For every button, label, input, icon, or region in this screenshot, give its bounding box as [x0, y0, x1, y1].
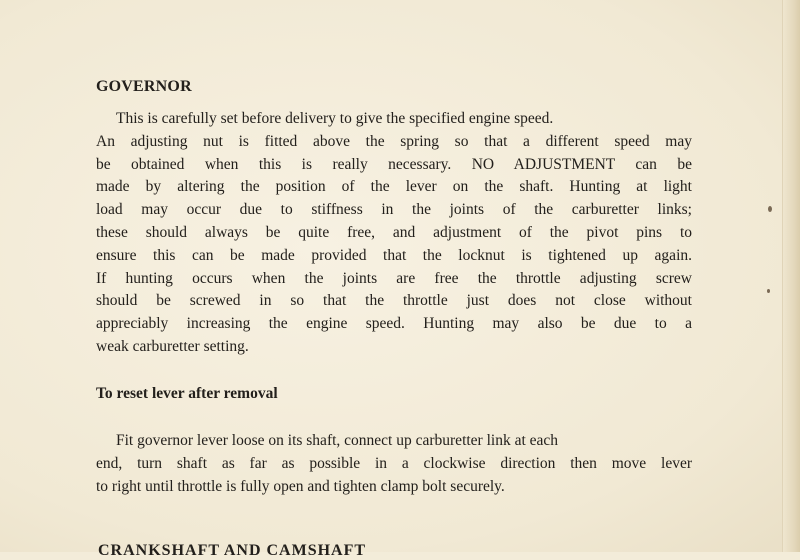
text-line: be obtained when this is really necessary. NO ADJUSTMENT can be [96, 155, 692, 173]
section-heading-crankshaft-camshaft: CRANKSHAFT AND CAMSHAFT [98, 542, 367, 559]
reset-lever-paragraph [96, 430, 692, 498]
text-line: to right until throttle is fully open and tighten clamp bolt securely. [96, 477, 505, 495]
text-line: end, turn shaft as far as possible in a clockwise direction then move lever [96, 454, 692, 472]
text-line: should be screwed in so that the throttle just does not close without [96, 292, 692, 310]
text-line: ensure this can be made provided that the locknut is tightened up again. [96, 246, 692, 264]
subsection-heading-reset-lever: To reset lever after removal [96, 385, 278, 402]
text-line: load may occur due to stiffness in the joints of the carburetter links; [96, 201, 692, 219]
text-line: made by altering the position of the lever on the shaft. Hunting at light [96, 178, 692, 196]
text-line: appreciably increasing the engine speed. Hunting may also be due to a [96, 315, 692, 333]
paper-speck [767, 289, 770, 293]
text-line: weak carburetter setting. [96, 337, 249, 355]
text-line: This is carefully set before delivery to give the specified engine speed. [116, 110, 554, 127]
governor-paragraph [96, 108, 692, 359]
text-line: Fit governor lever loose on its shaft, connect up carburetter link at each [116, 432, 559, 449]
page-edge-shadow [782, 0, 800, 552]
section-heading-governor: GOVERNOR [96, 78, 192, 95]
text-line: these should always be quite free, and adjustment of the pivot pins to [96, 223, 692, 241]
text-line: If hunting occurs when the joints are free the throttle adjusting screw [96, 269, 692, 287]
paper-speck [768, 206, 772, 212]
text-line: An adjusting nut is fitted above the spring so that a different speed may [96, 132, 692, 150]
